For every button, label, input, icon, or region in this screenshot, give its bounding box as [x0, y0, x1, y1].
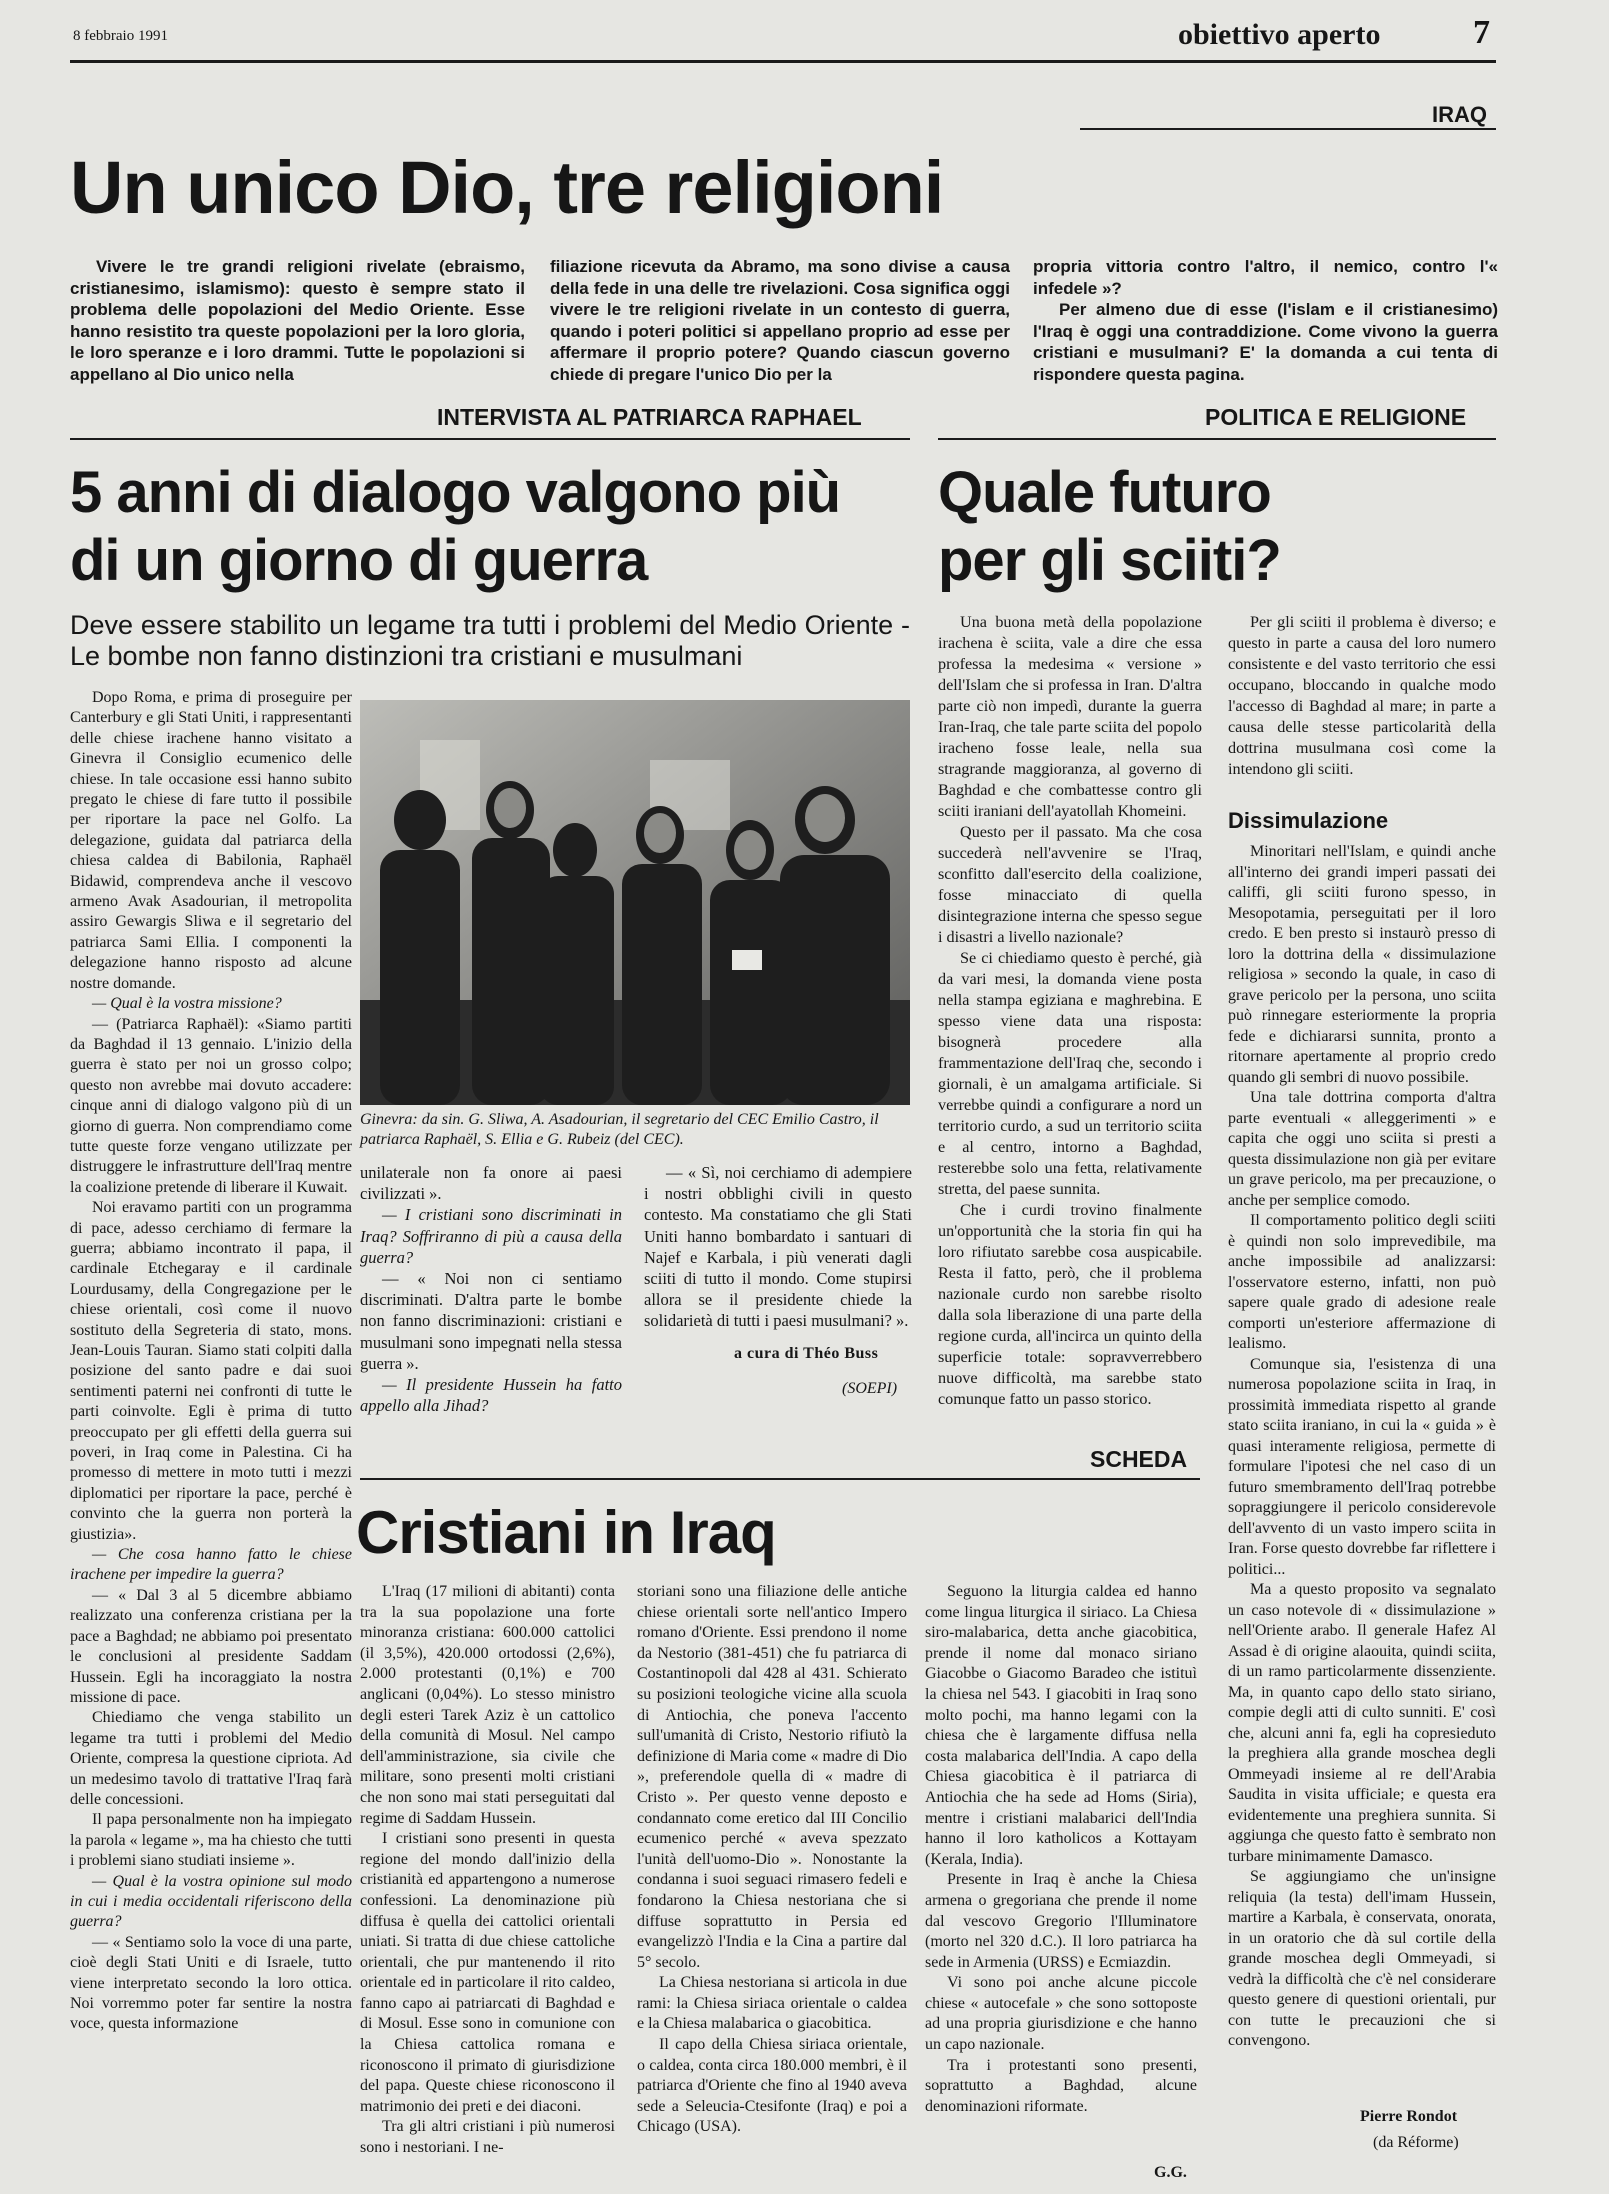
scheda-paragraph: Seguono la liturgia caldea ed hanno come lingua liturgica il siriaco. La Chiesa siro-malabarica, detta anche giacobitica, prende il nome dal monaco siriano Giacobbe o Giacomo Baradeo che istituì la chiesa nel 543. I giacobiti in Iraq sono molto pochi, ma hanno legami con la chiesa che è largamente diffusa nella costa malabarica dell'India. A capo della Chiesa giacobitica è il patriarca di Antiochia che ha sede ad Homs (Siria), mentre i cristiani malabarici dell'India hanno il loro katholicos a Kottayam (Kerala, India). — [925, 1583, 1197, 1868]
scheda-paragraph: storiani sono una filiazione delle antiche chiese orientali sorte nell'antico Impero romano d'Oriente. Essi prendono il nome da Nestorio (381-451) che fu patriarca di Costantinopoli dal 428 al 431. Schierato su posizioni teologiche vicine alla scuola di Antiochia, che poneva l'accento sull'umanità di Cristo, Nestorio rifiutò la definizione di Maria come « madre di Dio », preferendole quella di « madre di Cristo ». Per questo venne deposto e condannato come eretico dal III Concilio ecumenico perché « aveva spezzato l'unità dell'uomo-Dio ». Nonostante la condanna i suoi seguaci rimasero fedeli e fondarono la Chiesa nestoriana che si diffuse soprattutto in Persia ed evangelizzò l'India e la Cina a partire dal 5° secolo. — [637, 1583, 907, 1971]
interview-byline: a cura di Théo Buss — [734, 1345, 879, 1362]
intro-paragraph: Vivere le tre grandi religioni rivelate (ebraismo, cristianesimo, islamismo): questo è sempre stato il problema delle popolazioni del Medio Oriente. Esse hanno resistito tra queste popolazioni per la loro gloria, le loro speranze e i loro drammi. Tutte le popolazioni si appellano al Dio unico nella — [70, 257, 525, 384]
scheda-column-3 — [925, 1582, 1197, 2117]
politics-source: (da Réforme) — [1373, 2134, 1459, 2151]
delegation-photo-illustration — [360, 700, 910, 1105]
interview-paragraph: — « Noi non ci sentiamo discriminati. D'altra parte le bombe non fanno discriminazioni: cristiani e musulmani sono impegnati nella stessa guerra ». — [360, 1269, 622, 1373]
politics-paragraph: Minoritari nell'Islam, e quindi anche all'interno dei grandi imperi passati dei califfi, gli sciiti furono spesso, in Mesopotamia, perseguitati per il loro credo. E ben presto si instaurò presso di loro la dottrina della « dissimulazione religiosa » secondo la quale, in caso di grave pericolo per la persona, uno sciita può rinnegare esteriormente la propria fede e dichiararsi sunnita, pronto a ritornare apertamente al proprio credo quando gli sembri di nuovo possibile. — [1228, 843, 1496, 1086]
politics-author: Pierre Rondot — [1360, 2108, 1458, 2125]
interview-paragraph: — (Patriarca Raphaël): «Siamo partiti da Baghdad il 13 gennaio. L'inizio della guerra è stato per noi un grosso colpo; questo non avrebbe mai dovuto accadere: cinque anni di dialogo valgono più di un giorno di guerra. Non comprendiamo come tutte queste forze vengano utilizzate per distruggere le infrastrutture dell'Iraq mentre la coalizione pretende di liberare il Kuwait. — [70, 1015, 352, 1196]
politics-column-1 — [938, 612, 1202, 1410]
politics-paragraph: Comunque sia, l'esistenza di una numerosa popolazione sciita in Iraq, in prossimità immediata rispetto al grande stato sciita iraniano, in cui la « guida » è quasi interamente religiosa, permette di formulare l'ipotesi che nel caso di un futuro smembramento dell'Iraq potrebbe sopraggiungere il pericolo considerevole dell'avvento di un vasto impero sciita in Iran. Forse questo dovrebbe far riflettere i politici... — [1228, 1355, 1496, 1578]
politics-column-2-top — [1228, 612, 1496, 780]
interview-paragraph: Chiediamo che venga stabilito un legame tra tutti i problemi del Medio Oriente, compresa la questione cipriota. Ad un medesimo tavolo di trattative l'Iraq farà delle concessioni. — [70, 1709, 352, 1808]
scheda-paragraph: L'Iraq (17 milioni di abitanti) conta tra la sua popolazione una forte minoranza cristiana: 600.000 cattolici (il 3,5%), 420.000 ortodossi (2,6%), 2.000 protestanti (0,1%) e 700 anglicani (0,04%). Lo stesso ministro degli esteri Tarek Aziz è un cattolico della comunità di Mosul. Nel campo dell'amministrazione, sia civile che militare, sono presenti molti cristiani che non sono mai stati perseguitati dal regime di Saddam Hussein. — [360, 1583, 615, 1827]
section-title: obiettivo aperto — [1178, 18, 1381, 51]
kicker-rule-right — [938, 438, 1496, 440]
main-title: Un unico Dio, tre religioni — [70, 146, 944, 229]
politics-paragraph: Che i curdi trovino finalmente un'opportunità che la storia fin qui ha loro rifiutato sarebbe cosa auspicabile. Resta il fatto, però, che il problema nazionale curdo non sarebbe risolto dalla sola liberazione di una parte della regione curda, all'incirca un quinto della superficie totale: sopravverrebbero nuove difficoltà, ma sarebbe stato comunque fatto un passo storico. — [938, 1201, 1202, 1408]
kicker-rule-left — [70, 438, 910, 440]
politics-subhead: Dissimulazione — [1228, 808, 1389, 833]
scheda-paragraph: Tra gli altri cristiani i più numerosi sono i nestoriani. I ne- — [360, 2118, 615, 2157]
politics-paragraph: Per gli sciiti il problema è diverso; e questo in parte a causa del loro numero consistente e del vasto territorio che essi occupano, bloccando in qualche modo l'accesso di Baghdad al mare; in parte a causa delle stesse particolarità della dottrina musulmana così come la intendono gli sciiti. — [1228, 613, 1496, 778]
scheda-paragraph: Il capo della Chiesa siriaca orientale, o caldea, conta circa 180.000 membri, è il patriarca d'Oriente che fino al 1940 aveva sede a Seleucia-Ctesifonte (Iraq) e poi a Chicago (USA). — [637, 2036, 907, 2136]
page-number: 7 — [1473, 14, 1490, 51]
interview-question: — Qual è la vostra opinione sul modo in cui i media occidentali riferiscono della guerra? — [70, 1872, 352, 1931]
photo-caption: Ginevra: da sin. G. Sliwa, A. Asadourian, il segretario del CEC Emilio Castro, il patriarca Raphaël, S. Ellia e G. Rubeiz (del CEC). — [360, 1111, 879, 1148]
politics-title-line-1: Quale futuro — [938, 460, 1271, 525]
interview-paragraph: Il papa personalmente non ha impiegato la parola « legame », ma ha chiesto che tutti i problemi siano studiati insieme ». — [70, 1811, 352, 1870]
scheda-rule — [360, 1478, 1200, 1480]
scheda-column-2 — [637, 1582, 907, 2138]
header-rule — [70, 60, 1496, 63]
interview-question: — Il presidente Hussein ha fatto appello alla Jihad? — [360, 1375, 622, 1416]
interview-question: — Qual è la vostra missione? — [92, 995, 282, 1013]
intro-paragraph: propria vittoria contro l'altro, il nemico, contro l'« infedele »? — [1033, 257, 1498, 298]
intro-column-3 — [1033, 256, 1498, 385]
politics-column-2 — [1228, 842, 1496, 2052]
interview-paragraph: — « Sì, noi cerchiamo di adempiere i nostri obblighi civili in questo contesto. Ma constatiamo che gli Stati Uniti hanno bombardato i santuari di Najef e Karbala, i più venerati dagli sciiti di tutto il mondo. Come stupirsi allora se il presidente chiede la solidarietà di tutti i paesi musulmani? ». — [644, 1163, 912, 1331]
region-label: IRAQ — [1432, 102, 1487, 127]
scheda-kicker: SCHEDA — [1090, 1446, 1188, 1472]
interview-column-3 — [644, 1162, 912, 1332]
scheda-paragraph: Vi sono poi anche alcune piccole chiese « autocefale » che sono sottoposte ad una propria giurisdizione e che hanno un capo nazionale. — [925, 1974, 1197, 2054]
politics-paragraph: Questo per il passato. Ma che cosa succederà nell'avvenire se l'Iraq, sconfitto dall'esercito della coalizione, fosse minacciato di quella disintegrazione interna che spesso segue i disastri a livello nazionale? — [938, 823, 1202, 946]
politics-title-line-2: per gli sciiti? — [938, 528, 1281, 593]
politics-paragraph: Il comportamento politico degli sciiti è quindi non solo imprevedibile, ma anche impossibile ad analizzarsi: l'osservatore esterno, infatti, non può sapere quale grado di adesione reale comporti un'esteriore affermazione di lealismo. — [1228, 1212, 1496, 1352]
scheda-paragraph: La Chiesa nestoriana si articola in due rami: la Chiesa siriaca orientale o caldea e la Chiesa malabarica o giacobitica. — [637, 1974, 907, 2033]
interview-paragraph: Noi eravamo partiti con un programma di pace, adesso cerchiamo di fermare la guerra; abbiamo incontrato il papa, il cardinale Etchegaray e il cardinale Lourdusamy, della Congregazione per le chiese orientali, così come il nuovo sostituto della Segreteria di stato, mons. Jean-Louis Tauran. Siamo stati colpiti dalla posizione del santo padre e dai suoi sentimenti paterni nei confronti di tutte le parti coinvolte. Egli è prima di tutto preoccupato per gli effetti della guerra sui poveri, in Iraq come in Palestina. Ci ha promesso di mettere in moto tutti i mezzi diplomatici per riportare la pace, perché è convinto che la guerra non porterà la giustizia». — [70, 1199, 352, 1543]
delegation-photo — [360, 700, 910, 1105]
interview-title-line-1: 5 anni di dialogo valgono più — [70, 460, 841, 525]
intro-paragraph: Per almeno due di esse (l'islam e il cristianesimo) l'Iraq è oggi una contraddizione. Come vivono la guerra cristiani e musulmani? E' la domanda a cui tenta di rispondere questa pagina. — [1033, 300, 1498, 384]
interview-column-2 — [360, 1162, 622, 1416]
politics-paragraph: Ma a questo proposito va segnalato un caso notevole di « dissimulazione » nell'Oriente arabo. Il generale Hafez Al Assad è di origine alaouita, quindi sciita, di un ramo particolarmente dissenziente. Ma, in quanto capo dello stato siriano, compie degli atti di culto sunniti. E' così che, alcuni anni fa, egli ha copresieduto la preghiera alla grande moschea degli Ommeyadi insieme al re dell'Arabia Saudita in visita ufficiale; e questa era evidentemente una preghiera sunnita. Si aggiunga che questo fatto è sembrato non turbare minimamente Damasco. — [1228, 1581, 1496, 1865]
interview-question: — I cristiani sono discriminati in Iraq? Soffriranno di più a causa della guerra? — [360, 1205, 622, 1267]
scheda-title: Cristiani in Iraq — [356, 1499, 776, 1566]
intro-paragraph: filiazione ricevuta da Abramo, ma sono divise a causa della fede in una delle tre rivelazioni. Cosa significa oggi vivere le tre religioni rivelate in un contesto di guerra, quando i poteri politici si appellano proprio ad esse per affermare il proprio potere? Quando ciascun governo chiede di pregare l'unico Dio per la — [550, 257, 1010, 384]
politics-paragraph: Una tale dottrina comporta d'altra parte eventuali « alleggerimenti » e capita che oggi uno sciita si presti a questa dissimulazione non già per evitare un grave pericolo, ma per precauzione, o anche per semplice comodo. — [1228, 1089, 1496, 1209]
interview-deck: Deve essere stabilito un legame tra tutti i problemi del Medio Oriente - Le bombe non fanno distinzioni tra cristiani e musulmani — [70, 610, 910, 671]
interview-question: — Che cosa hanno fatto le chiese irachene per impedire la guerra? — [70, 1546, 352, 1584]
interview-paragraph: Dopo Roma, e prima di proseguire per Canterbury e gli Stati Uniti, i rappresentanti delle chiese irachene hanno visitato a Ginevra il Consiglio ecumenico delle chiese. In tale occasione essi hanno subito pregato le chiese di fare tutto il possibile per riportare la pace nel Golfo. La delegazione, guidata dal patriarca della chiesa caldea di Babilonia, Raphaël Bidawid, comprendeva anche il vescovo armeno Avak Asadourian, il metropolita assiro Gewargis Sliwa e il segretario del patriarca Sami Ellia. I componenti la delegazione hanno risposto ad alcune nostre domande. — [70, 689, 352, 992]
intro-column-2 — [550, 256, 1010, 385]
scheda-paragraph: Presente in Iraq è anche la Chiesa armena o gregoriana che prende il nome dal vescovo Gregorio l'Illuminatore (morto nel 320 d.C.). Il loro patriarca ha sede in Armenia (URSS) e Ecmiazdin. — [925, 1871, 1197, 1971]
interview-title-line-2: di un giorno di guerra — [70, 528, 648, 593]
politics-paragraph: Se aggiungiamo che un'insigne reliquia (la testa) dell'imam Hussein, martire a Karbala, è conservata, onorata, in un oratorio che dà sul cortile della grande moschea degli Ommeyadi, si vedrà la difficoltà che c'è nel considerare questo genere di questioni orientali, pur con tutte le precauzioni che si convengono. — [1228, 1868, 1496, 2049]
interview-paragraph: unilaterale non fa onore ai paesi civilizzati ». — [360, 1163, 622, 1204]
scheda-paragraph: I cristiani sono presenti in questa regione del mondo dall'inizio della cristianità ed appartengono a numerose confessioni. La denominazione più diffusa è quella dei cattolici orientali uniati. Si tratta di due chiese cattoliche orientali, che pur mantenendo il rito orientale ed in particolare il rito caldeo, fanno capo ai patriarcati di Baghdad e di Mosul. Esse sono in comunione con la Chiesa cattolica romana e riconoscono il primato di giurisdizione del papa. Queste chiese riconoscono il matrimonio dei preti e dei diaconi. — [360, 1830, 615, 2115]
politics-kicker: POLITICA E RELIGIONE — [1205, 404, 1467, 430]
interview-kicker: INTERVISTA AL PATRIARCA RAPHAEL — [437, 404, 862, 430]
politics-paragraph: Se ci chiediamo questo è perché, già da vari mesi, la domanda viene posta nella stampa egiziana e maghrebina. E spesso viene data una risposta: bisognerà procedere alla frammentazione dell'Iraq che, secondo i giornali, è un amalgama artificiale. Si verrebbe quindi a configurare a nord un territorio curdo, a sud un territorio sciita e al centro, intorno a Baghdad, resterebbe solo una fetta, relativamente stretta, del paese sunnita. — [938, 949, 1202, 1198]
scheda-column-1 — [360, 1582, 615, 2159]
issue-date: 8 febbraio 1991 — [73, 28, 168, 44]
scheda-author: G.G. — [1154, 2164, 1187, 2181]
interview-source: (SOEPI) — [842, 1380, 898, 1397]
politics-paragraph: Una buona metà della popolazione irachena è sciita, vale a dire che essa professa la medesima « versione » dell'Islam che si professa in Iran. D'altra parte ciò non impedì, durante la guerra Iran-Iraq, che tale parte sciita del popolo iracheno fosse leale, nella sua stragrande maggioranza, al governo di Baghdad e che combattesse contro gli sciiti iraniani dell'ayatollah Khomeini. — [938, 613, 1202, 820]
interview-column-1 — [70, 688, 352, 2035]
interview-paragraph: — « Dal 3 al 5 dicembre abbiamo realizzato una conferenza cristiana per la pace a Baghdad; ne abbiamo poi presentato le conclusioni al presidente Saddam Hussein. Egli ha incoraggiato la nostra missione di pace. — [70, 1586, 352, 1706]
region-rule — [1080, 128, 1496, 130]
scheda-paragraph: Tra i protestanti sono presenti, soprattutto a Baghdad, alcune denominazioni riformate. — [925, 2056, 1197, 2115]
intro-column-1 — [70, 256, 525, 385]
interview-paragraph: — « Sentiamo solo la voce di una parte, cioè degli Stati Uniti e di Israele, tutto viene interpretato secondo la loro ottica. Noi vorremmo poter far sentire la nostra voce, questa informazione — [70, 1933, 352, 2033]
